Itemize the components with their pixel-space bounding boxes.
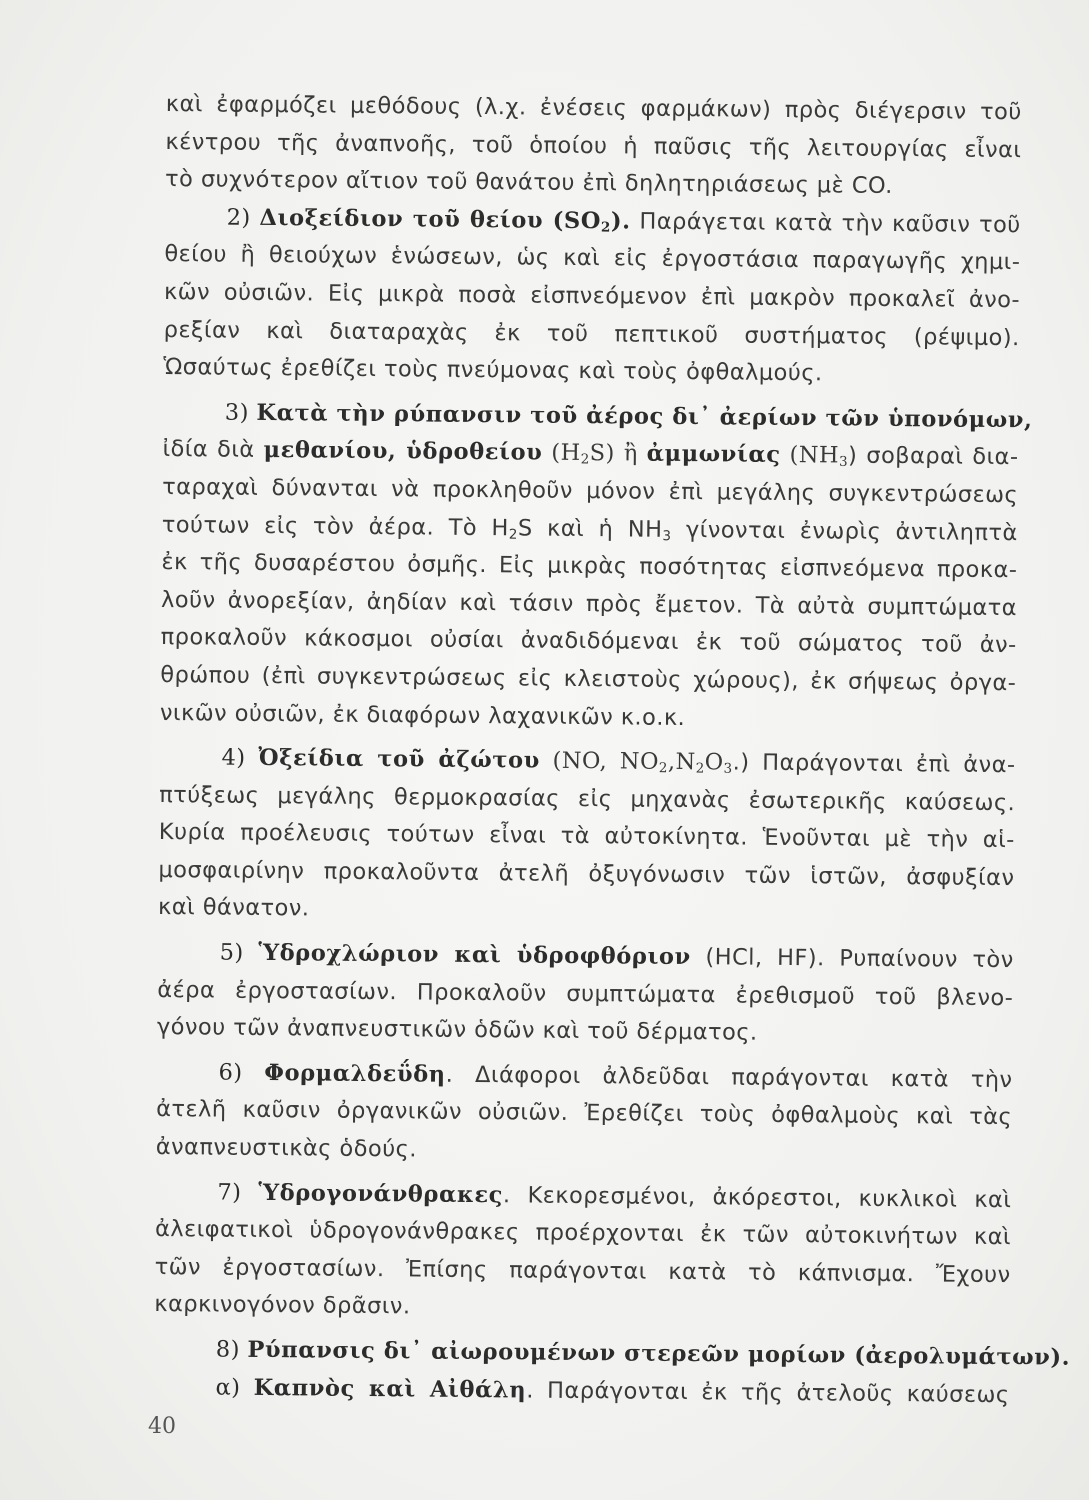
- text-line: Ὡσαύτως ἐρεθίζει τοὺς πνεύμονας καὶ τοὺς ὀφθαλμούς.: [163, 354, 823, 387]
- text-line: καὶ ἐφαρμόζει μεθόδους (λ.χ. ἐνέσεις φαρμάκων) πρὸς διέγερσιν τοῦ: [165, 90, 1022, 126]
- subsection-heading-line: α) Καπνὸς καὶ Αἰθάλη. Παράγονται ἐκ τῆς ἀτελοῦς καύσεως: [215, 1374, 1010, 1408]
- text-line: ἀτελῆ καῦσιν ὀργανικῶν οὐσιῶν. Ἐρεθίζει τοὺς ὀφθαλμοὺς καὶ τὰς: [156, 1096, 1013, 1131]
- section-title: Κατὰ τὴν ρύπανσιν τοῦ ἀέρος δι᾽ ἀερίων τῶν ὑπονόμων,: [256, 399, 1033, 434]
- section-heading-line: 4) Ὀξείδια τοῦ ἀζώτου (NO, $NO_2,N_2O_3$.) Παράγονται ἐπὶ ἀνα-: [221, 744, 1016, 779]
- subsection-title: Καπνὸς καὶ Αἰθάλη: [253, 1374, 527, 1404]
- text-line: θρώπου (ἐπὶ συγκεντρώσεως εἰς κλειστοὺς χώρους), ἐκ σήψεως ὀργα-: [160, 661, 1017, 697]
- section-heading-line: 6) Φορμαλδεΰδη. Διάφοροι ἀλδεῦδαι παράγονται κατὰ τὴν: [218, 1059, 1013, 1094]
- text-line: τῶν ἐργοστασίων. Ἐπίσης παράγονται κατὰ τὸ κάπνισμα. Ἔχουν: [154, 1253, 1011, 1288]
- text-line: καρκινογόνον δρᾶσιν.: [154, 1291, 411, 1320]
- text-line: ἰδία διὰ μεθανίου, ὑδροθείου $(H_2S)$ ἢ ἀμμωνίας $(NH_3)$ σοβαραὶ δια-: [162, 436, 1019, 471]
- section-title: Ρύπανσις δι᾽ αἰωρουμένων στερεῶν μορίων (ἀερολυμάτων).: [247, 1336, 1071, 1371]
- text-line: προκαλοῦν κάκοσμοι οὐσίαι ἀναδιδόμεναι ἐκ τοῦ σώματος τοῦ ἀν-: [160, 624, 1017, 659]
- page-body-text: [153, 86, 1071, 1414]
- text-line: Κυρία προέλευσις τούτων εἶναι τὰ αὐτοκίνητα. Ἑνοῦνται μὲ τὴν αἱ-: [158, 819, 1015, 854]
- text-line: γόνου τῶν ἀναπνευστικῶν ὁδῶν καὶ τοῦ δέρματος.: [156, 1014, 758, 1046]
- section-title: Φορμαλδεΰδη: [264, 1059, 446, 1088]
- section-heading-line: 7) Ὑδρογονάνθρακες. Κεκορεσμένοι, ἀκόρεστοι, κυκλικοὶ καὶ: [217, 1179, 1012, 1213]
- text-line: ἀναπνευστικὰς ὁδούς.: [155, 1133, 418, 1163]
- section-heading-line: 8) Ρύπανσις δι᾽ αἰωρουμένων στερεῶν μορίων (ἀερολυμάτων).: [215, 1336, 1071, 1371]
- section-heading-line: 2) Διοξείδιον τοῦ θείου $(SO_2)$. Παράγεται κατὰ τὴν καῦσιν τοῦ: [226, 204, 1021, 238]
- section-title: Ὀξείδια τοῦ ἀζώτου: [258, 745, 541, 774]
- text-line: ἐκ τῆς δυσαρέστου ὀσμῆς. Εἰς μικρὰς ποσότητας εἰσπνεόμενα προκα-: [161, 549, 1018, 584]
- text-line: νικῶν οὐσιῶν, ἐκ διαφόρων λαχανικῶν κ.ο.κ.: [159, 699, 686, 731]
- section-heading-line: 3) Κατὰ τὴν ρύπανσιν τοῦ ἀέρος δι᾽ ἀερίων τῶν ὑπονόμων,: [224, 399, 1033, 434]
- text-line: πτύξεως μεγάλης θερμοκρασίας εἰς μηχανὰς ἐσωτερικῆς καύσεως.: [159, 781, 1016, 816]
- text-line: καὶ θάνατον.: [157, 894, 310, 922]
- section-title: Διοξείδιον τοῦ θείου (SO: [259, 204, 602, 234]
- text-line: τὸ συχνότερον αἴτιον τοῦ θανάτου ἐπὶ δηλητηριάσεως μὲ CO.: [164, 166, 893, 200]
- text-line: ἀλειφατικοὶ ὑδρογονάνθρακες προέρχονται ἐκ τῶν αὐτοκινήτων καὶ: [154, 1216, 1012, 1251]
- text-line: κέντρου τῆς ἀναπνοῆς, τοῦ ὁποίου ἡ παῦσις τῆς λειτουργίας εἶναι: [165, 128, 1022, 163]
- text-line: λοῦν ἀνορεξίαν, ἀηδίαν καὶ τάσιν πρὸς ἔμετον. Τὰ αὐτὰ συμπτώματα: [160, 586, 1018, 621]
- text-line: τούτων εἰς τὸν ἀέρα. Τὸ $H_2S$ καὶ ἡ $NH_3$ γίνονται ἐνωρὶς ἀντιληπτὰ: [161, 511, 1018, 546]
- page-number: 40: [148, 1414, 176, 1439]
- section-title: Ὑδρογονάνθρακες: [258, 1179, 504, 1208]
- text-line: ταραχαὶ δύνανται νὰ προκληθοῦν μόνον ἐπὶ μεγάλης συγκεντρώσεως: [162, 473, 1019, 509]
- section-heading-line: 5) Ὑδροχλώριον καὶ ὑδροφθόριον (HCl, HF). Ρυπαίνουν τὸν: [219, 939, 1014, 974]
- section-title: Ὑδροχλώριον καὶ ὑδροφθόριον: [258, 939, 691, 971]
- text-line: ἀέρα ἐργοστασίων. Προκαλοῦν συμπτώματα ἐρεθισμοῦ τοῦ βλενο-: [157, 976, 1014, 1011]
- text-line: θείου ἢ θειούχων ἑνώσεων, ὡς καὶ εἰς ἐργοστάσια παραγωγῆς χημι-: [164, 241, 1021, 276]
- text-line: ρεξίαν καὶ διαταραχὰς ἐκ τοῦ πεπτικοῦ συστήματος (ρέψιμο).: [163, 316, 1020, 351]
- text-line: κῶν οὐσιῶν. Εἰς μικρὰ ποσὰ εἰσπνεόμενον ἐπὶ μακρὸν προκαλεῖ ἀνο-: [163, 278, 1021, 314]
- text-line: μοσφαιρίνην προκαλοῦντα ἀτελῆ ὀξυγόνωσιν τῶν ἱστῶν, ἀσφυξίαν: [158, 856, 1015, 892]
